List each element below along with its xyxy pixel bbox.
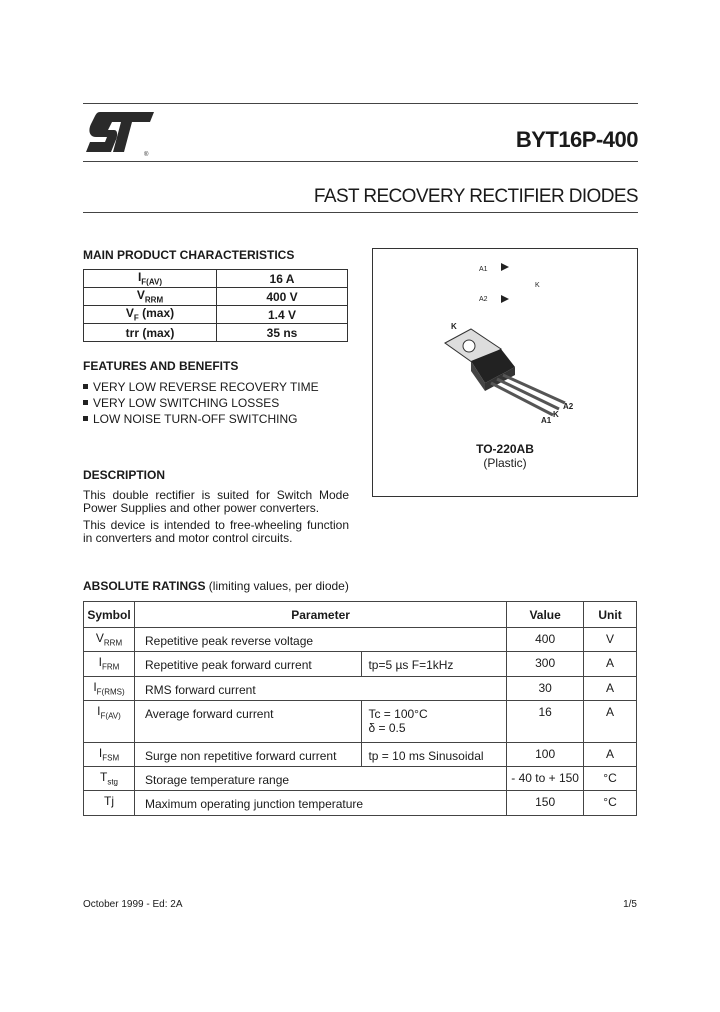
table-row [84, 701, 637, 743]
unit-cell: A [584, 701, 637, 743]
unit-cell: V [584, 628, 637, 652]
symbol-cell: $I_{F(AV)}$ [84, 701, 135, 743]
symbol-cell: Tj [84, 791, 135, 816]
value-cell: 150 [507, 791, 584, 816]
description-paragraph-1: This double rectifier is suited for Switch Mode Power Supplies and other power converters. [83, 488, 349, 515]
parameter-cell: Average forward current [134, 701, 361, 743]
symbol-cell: trr (max) [84, 324, 217, 342]
symbol-cell: $T_{stg}$ [84, 767, 135, 791]
col-unit: Unit [584, 602, 637, 628]
parameter-cell: Storage temperature range [134, 767, 506, 791]
package-box [372, 248, 638, 497]
value-cell: 300 [507, 652, 584, 677]
value-cell: 1.4 V [217, 306, 348, 324]
value-cell: - 40 to + 150 [507, 767, 584, 791]
col-value: Value [507, 602, 584, 628]
features-heading: FEATURES AND BENEFITS [83, 359, 239, 373]
value-cell: 100 [507, 743, 584, 767]
value-cell: 30 [507, 677, 584, 701]
parameter-cell: Repetitive peak reverse voltage [134, 628, 506, 652]
symbol-cell: $I_{F(AV)}$ [84, 270, 217, 288]
condition-cell: tp = 10 ms Sinusoidal [362, 743, 507, 767]
main-characteristics-table [83, 269, 348, 342]
value-cell: 400 V [217, 288, 348, 306]
page-subtitle: FAST RECOVERY RECTIFIER DIODES [313, 186, 638, 207]
table-row [84, 270, 348, 288]
symbol-cell: $I_{FSM}$ [84, 743, 135, 767]
bullet-icon [83, 384, 88, 389]
table-row [84, 628, 637, 652]
package-name: TO-220AB [476, 442, 534, 456]
header-mid-rule [83, 161, 638, 162]
diode-a2-icon [501, 295, 509, 303]
table-row [84, 791, 637, 816]
schematic-a1-label: A1 [479, 266, 488, 273]
table-header-row [84, 602, 637, 628]
unit-cell: °C [584, 767, 637, 791]
table-row [84, 652, 637, 677]
list-item: VERY LOW REVERSE RECOVERY TIME [83, 380, 319, 394]
value-cell: 16 A [217, 270, 348, 288]
condition-cell: Tc = 100°C δ = 0.5 [362, 701, 507, 743]
col-parameter: Parameter [134, 602, 506, 628]
parameter-cell: Repetitive peak forward current [134, 652, 361, 677]
bullet-icon [83, 400, 88, 405]
header-top-rule [83, 103, 638, 104]
ratings-table [83, 601, 637, 816]
description-heading: DESCRIPTION [83, 468, 166, 482]
symbol-cell: $V_F$ (max) [84, 306, 217, 324]
value-cell: 16 [507, 701, 584, 743]
description-paragraph-2: This device is intended to free-wheeling function in converters and motor control circuits. [83, 518, 349, 545]
footer-date-edition: October 1999 - Ed: 2A [83, 899, 183, 910]
value-cell: 35 ns [217, 324, 348, 342]
parameter-cell: Surge non repetitive forward current [134, 743, 361, 767]
part-number: BYT16P-400 [515, 127, 638, 152]
pin-a1-label: A1 [541, 416, 552, 425]
table-row [84, 767, 637, 791]
schematic-k-label: K [535, 282, 540, 289]
pin-k-label: K [553, 410, 559, 419]
table-row [84, 288, 348, 306]
table-row [84, 677, 637, 701]
unit-cell: A [584, 652, 637, 677]
footer-page-number: 1/5 [623, 899, 637, 910]
unit-cell: A [584, 677, 637, 701]
col-symbol: Symbol [84, 602, 135, 628]
svg-text:®: ® [144, 152, 149, 158]
parameter-cell: RMS forward current [134, 677, 506, 701]
symbol-cell: $I_{F(RMS)}$ [84, 677, 135, 701]
list-item: LOW NOISE TURN-OFF SWITCHING [83, 412, 297, 426]
condition-cell: tp=5 µs F=1kHz [362, 652, 507, 677]
package-material: (Plastic) [483, 456, 527, 470]
symbol-cell: $V_{RRM}$ [84, 288, 217, 306]
main-characteristics-heading: MAIN PRODUCT CHARACTERISTICS [83, 248, 295, 262]
unit-cell: °C [584, 791, 637, 816]
value-cell: 400 [507, 628, 584, 652]
parameter-cell: Maximum operating junction temperature [134, 791, 506, 816]
header-bottom-rule [83, 212, 638, 213]
table-row [84, 324, 348, 342]
bullet-icon [83, 416, 88, 421]
table-row [84, 306, 348, 324]
list-item: VERY LOW SWITCHING LOSSES [83, 396, 279, 410]
schematic-a2-label: A2 [479, 296, 488, 303]
pin-a2-label: A2 [563, 402, 574, 411]
table-row [84, 743, 637, 767]
diode-a1-icon [501, 263, 509, 271]
ratings-heading: ABSOLUTE RATINGS (limiting values, per diode) [83, 579, 349, 593]
unit-cell: A [584, 743, 637, 767]
to220-package-icon [445, 329, 565, 415]
st-logo [84, 110, 156, 158]
symbol-cell: $V_{RRM}$ [84, 628, 135, 652]
symbol-cell: $I_{FRM}$ [84, 652, 135, 677]
pin-k-label-top: K [451, 322, 457, 331]
